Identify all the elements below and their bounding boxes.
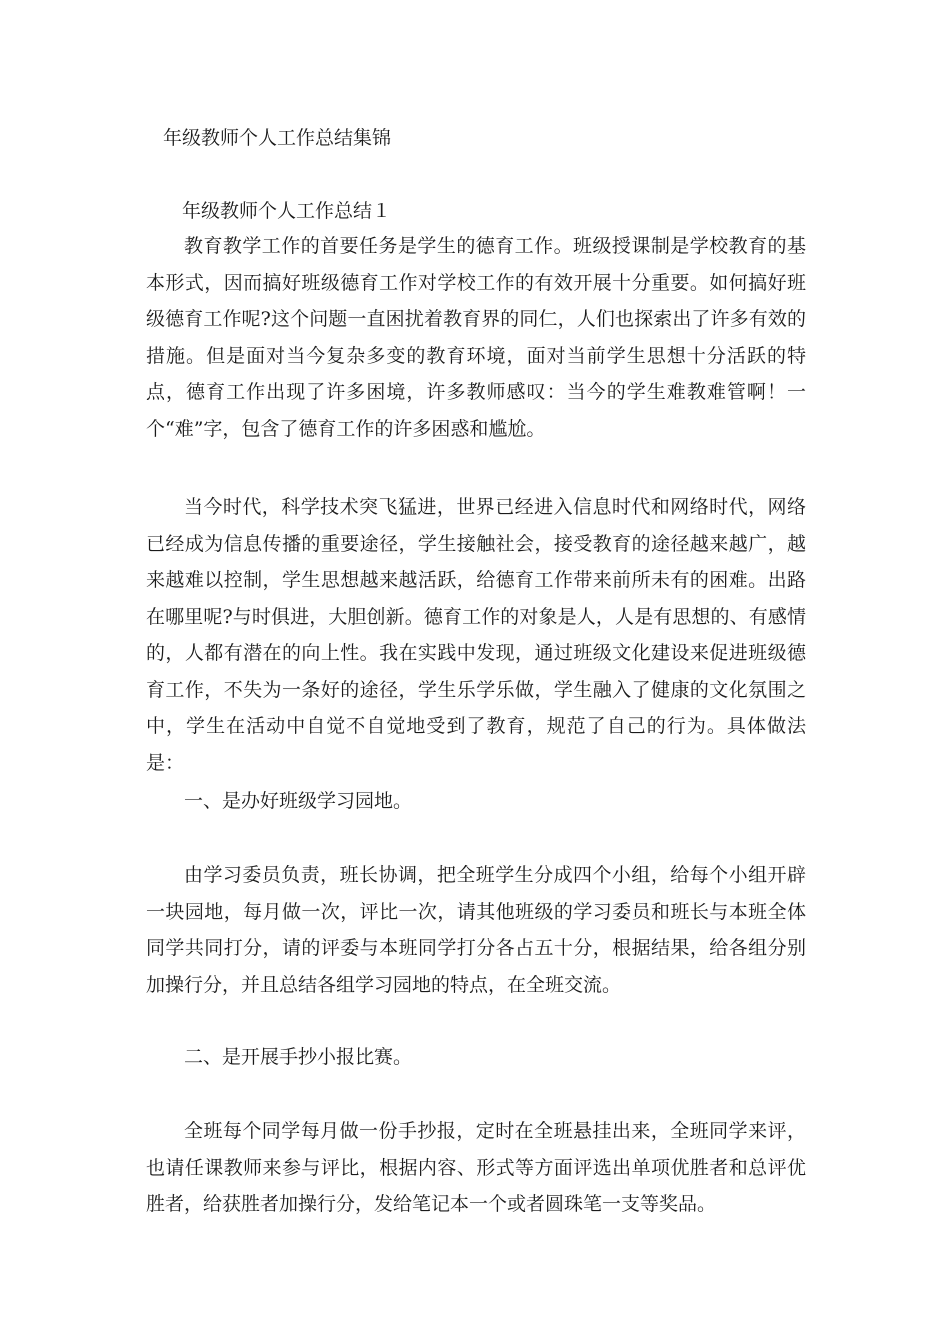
paragraph-context: 当今时代，科学技术突飞猛进，世界已经进入信息时代和网络时代，网络已经成为信息传播的重要途径，学生接触社会，接受教育的途径越来越广，越来越难以控制，学生思想越来越活跃，给德育工作带来前所未有的困难。出路在哪里呢?与时俱进，大胆创新。德育工作的对象是人，人是有思想的、有感情的，人都有潜在的向上性。我在实践中发现，通过班级文化建设来促进班级德育工作，不失为一条好的途径，学生乐学乐做，学生融入了健康的文化氛围之中，学生在活动中自觉不自觉地受到了教育，规范了自己的行为。具体做法是： — [146, 496, 806, 774]
section-heading: 年级教师个人工作总结１ — [182, 200, 392, 222]
paragraph-handwritten-newspaper: 全班每个同学每月做一份手抄报，定时在全班悬挂出来，全班同学来评，也请任课教师来参与评比，根据内容、形式等方面评选出单项优胜者和总评优胜者，给获胜者加操行分，发给笔记本一个或者圆珠笔一支等奖品。 — [146, 1120, 806, 1215]
document-title: 年级教师个人工作总结集锦 — [163, 127, 392, 149]
paragraph-intro: 教育教学工作的首要任务是学生的德育工作。班级授课制是学校教育的基本形式，因而搞好班级德育工作对学校工作的有效开展十分重要。如何搞好班级德育工作呢?这个问题一直困扰着教育界的同仁，人们也探索出了许多有效的措施。但是面对当今复杂多变的教育环境，面对当前学生思想十分活跃的特点，德育工作出现了许多困境，许多教师感叹：当今的学生难教难管啊！一个“难”字，包含了德育工作的许多困惑和尴尬。 — [146, 235, 806, 440]
subheading-handwritten-newspaper: 二、是开展手抄小报比赛。 — [184, 1046, 413, 1068]
subheading-study-corner: 一、是办好班级学习园地。 — [184, 790, 413, 812]
paragraph-study-corner: 由学习委员负责，班长协调，把全班学生分成四个小组，给每个小组开辟一块园地，每月做一次，评比一次，请其他班级的学习委员和班长与本班全体同学共同打分，请的评委与本班同学打分各占五十分，根据结果，给各组分别加操行分，并且总结各组学习园地的特点，在全班交流。 — [146, 864, 806, 996]
